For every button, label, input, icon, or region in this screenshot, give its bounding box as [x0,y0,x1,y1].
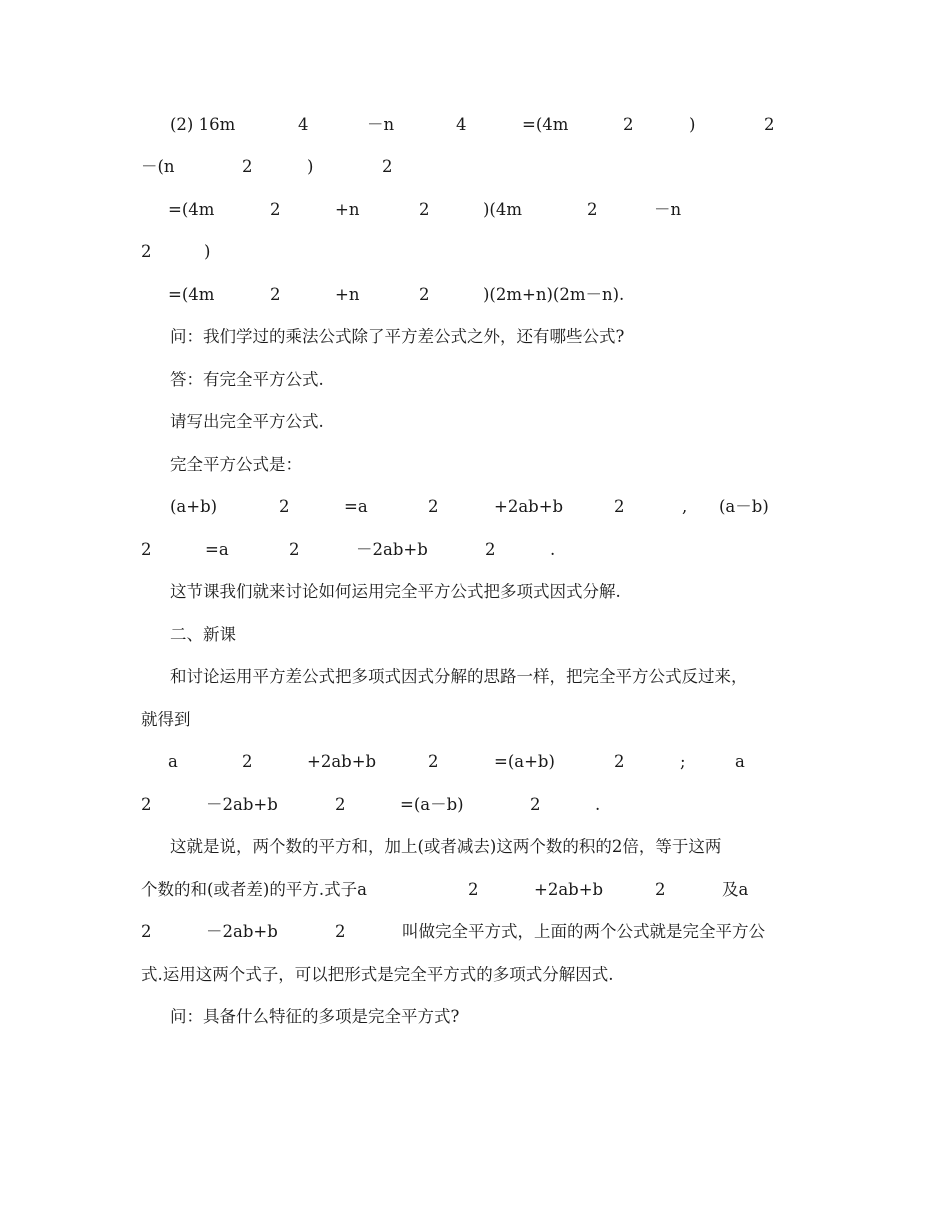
text-run: )(2m+n)(2m－n). [483,285,625,304]
text-run: ) [204,242,211,261]
text-run: 这就是说，两个数的平方和，加上(或者减去)这两个数的积的2倍，等于这两 [170,837,722,856]
text-run: 2 [428,497,439,516]
text-run: =(4m [168,285,215,304]
text-run: =(4m [522,115,569,134]
text-line [0,751,950,781]
text-line [0,369,950,399]
text-run: 2 [764,115,775,134]
text-run: 2 [335,795,346,814]
text-line [0,539,950,569]
text-run: a [168,752,178,771]
text-run: +n [335,285,360,304]
text-run: =(a－b) [400,795,464,814]
text-line [0,794,950,824]
text-run: 个数的和(或者差)的平方.式子a [141,880,367,899]
text-run: 2 [279,497,290,516]
text-run: ; [680,752,686,771]
text-run: 2 [270,200,281,219]
text-line [0,241,950,271]
text-run: 2 [614,752,625,771]
text-line [0,284,950,314]
text-run: 2 [530,795,541,814]
text-run: ) [307,157,314,176]
text-run: 及a [722,880,749,899]
text-line [0,454,950,484]
text-run: 2 [468,880,479,899]
text-run: －n [367,115,395,134]
text-line [0,1006,950,1036]
text-run: 和讨论运用平方差公式把多项式因式分解的思路一样，把完全平方公式反过来， [170,667,748,686]
text-run: 2 [335,922,346,941]
text-run: 2 [270,285,281,304]
text-line [0,496,950,526]
text-run: 就得到 [141,710,191,729]
text-line [0,666,950,696]
text-line [0,114,950,144]
text-run: (a－b) [719,497,769,516]
text-run: 这节课我们就来讨论如何运用完全平方公式把多项式因式分解. [170,582,621,601]
text-run: －2ab+b [206,795,278,814]
text-run: 2 [382,157,393,176]
text-run: －(n [141,157,175,176]
text-line [0,964,950,994]
text-run: 答：有完全平方公式. [170,370,324,389]
text-run: 问：具备什么特征的多项是完全平方式? [170,1007,460,1026]
text-run: +2ab+b [534,880,604,899]
text-run: 2 [587,200,598,219]
text-run: =(a+b) [494,752,555,771]
text-run: =a [205,540,229,559]
text-run: 式.运用这两个式子，可以把形式是完全平方式的多项式分解因式. [141,965,614,984]
text-run: 二、新课 [170,625,236,644]
text-run: 2 [242,752,253,771]
text-line [0,199,950,229]
text-run: 4 [456,115,467,134]
text-run: －2ab+b [206,922,278,941]
text-run: +n [335,200,360,219]
text-run: 2 [289,540,300,559]
text-run: , [682,497,688,516]
text-line [0,921,950,951]
text-run: 2 [428,752,439,771]
text-run: 2 [655,880,666,899]
text-run: 2 [419,200,430,219]
text-run: +2ab+b [494,497,564,516]
text-run: +2ab+b [307,752,377,771]
text-run: a [735,752,745,771]
text-run: 完全平方公式是： [170,455,302,474]
text-run: =(4m [168,200,215,219]
text-line [0,836,950,866]
text-line [0,581,950,611]
text-run: 2 [485,540,496,559]
text-run: －2ab+b [356,540,428,559]
text-run: . [595,795,601,814]
text-run: 请写出完全平方公式. [170,412,324,431]
text-line [0,879,950,909]
text-run: 2 [141,540,152,559]
text-run: 2 [141,242,152,261]
text-line [0,411,950,441]
text-run: ) [689,115,696,134]
text-run: 2 [141,922,152,941]
text-run: 2 [419,285,430,304]
text-run: . [550,540,556,559]
text-run: 2 [141,795,152,814]
text-run: =a [344,497,368,516]
text-run: 2 [623,115,634,134]
text-run: 4 [298,115,309,134]
text-run: 叫做完全平方式，上面的两个公式就是完全平方公 [402,922,765,941]
text-run: 问：我们学过的乘法公式除了平方差公式之外，还有哪些公式? [170,327,625,346]
text-run: －n [654,200,682,219]
text-line [0,326,950,356]
text-line [0,709,950,739]
text-run: 2 [242,157,253,176]
text-run: 2 [614,497,625,516]
section-heading [0,624,950,654]
text-line [0,156,950,186]
text-run: (a+b) [170,497,218,516]
text-run: (2) 16m [170,115,236,134]
text-run: )(4m [483,200,523,219]
